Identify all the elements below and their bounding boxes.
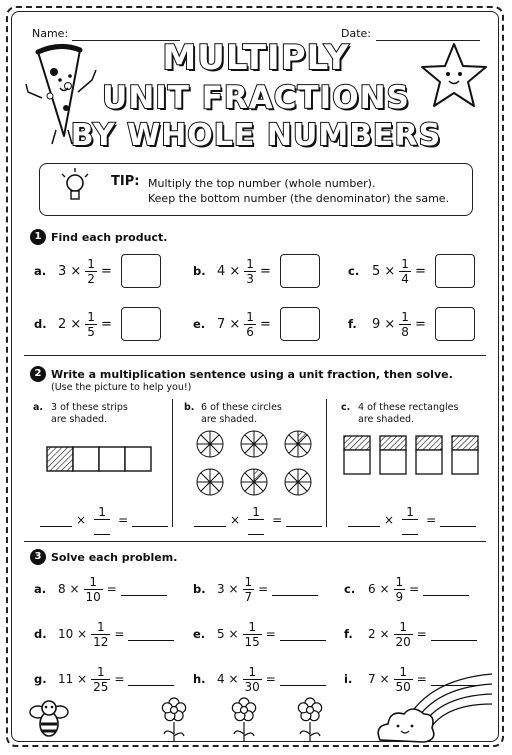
- unit-fraction-numerator: 1: [248, 619, 256, 634]
- unit-fraction: [91, 665, 110, 694]
- times-sign: ×: [230, 513, 241, 527]
- unit-fraction: [402, 505, 418, 535]
- whole-number: 7 ×: [217, 316, 241, 332]
- part-a-line2: are shaded.: [51, 414, 108, 425]
- s3-problem-letter: d.: [34, 627, 47, 641]
- part-b-letter: b.: [184, 402, 195, 413]
- unit-fraction-denominator: 4: [401, 271, 409, 286]
- s3-problem-expression: [58, 570, 167, 608]
- unit-fraction-denominator: 2: [87, 271, 95, 286]
- equals-sign: =: [265, 627, 276, 641]
- s1-answer-box[interactable]: [121, 307, 161, 341]
- part-a-letter: a.: [33, 402, 44, 413]
- s2-sentence-1: [40, 504, 168, 536]
- unit-fraction: [243, 575, 255, 604]
- column-separator-2: [326, 399, 327, 527]
- whole-number: 7 ×: [368, 672, 390, 686]
- equals-sign: =: [409, 582, 420, 596]
- s1-answer-box[interactable]: [280, 254, 320, 288]
- unit-fraction-numerator: 1: [96, 619, 105, 634]
- tip-line-2: Keep the bottom number (the denominator) the same.: [148, 192, 450, 205]
- s3-answer-blank[interactable]: [272, 583, 318, 596]
- section-divider-2: [24, 541, 486, 542]
- unit-fraction-numerator: 1: [406, 505, 414, 519]
- unit-fraction-denominator: 7: [244, 589, 253, 604]
- s1-problem-letter: d.: [34, 317, 47, 331]
- s3-answer-blank[interactable]: [280, 628, 326, 641]
- unit-fraction: [244, 310, 256, 339]
- flower-icon: [298, 698, 321, 742]
- title-line-2: UNIT FRACTIONS: [102, 80, 410, 116]
- whole-number: 8 ×: [58, 582, 80, 596]
- unit-fraction-numerator: 1: [399, 619, 407, 634]
- unit-fraction: [91, 620, 110, 649]
- unit-fraction-numerator: 1: [246, 256, 254, 271]
- unit-fraction-numerator: 1: [98, 505, 106, 519]
- s3-problem-letter: b.: [193, 582, 206, 596]
- s3-problem-expression: [217, 570, 318, 608]
- rectangle-shaded-part: [344, 436, 370, 450]
- flower-icon: [232, 698, 255, 742]
- s3-problem-letter: g.: [34, 672, 47, 686]
- circle-model: [196, 430, 312, 498]
- s3-problem-letter: c.: [344, 582, 356, 596]
- whole-number: 5 ×: [372, 263, 396, 279]
- s1-problem-letter: a.: [34, 264, 47, 278]
- whole-number: 11 ×: [58, 672, 88, 686]
- s3-problem-expression: [58, 615, 174, 653]
- unit-fraction-denominator: 9: [395, 589, 404, 604]
- rectangle-unshaded-part: [452, 450, 478, 474]
- lightbulb-icon: [60, 168, 90, 212]
- equals-sign: =: [259, 263, 271, 279]
- whole-number: 10 ×: [58, 627, 88, 641]
- unit-fraction-numerator: 1: [89, 574, 97, 589]
- equals-sign: =: [414, 263, 426, 279]
- s3-problem-letter: i.: [344, 672, 353, 686]
- s1-answer-box[interactable]: [435, 307, 475, 341]
- title-line-3: BY WHOLE NUMBERS: [70, 118, 442, 153]
- unit-fraction: [94, 505, 110, 535]
- unit-fraction-denominator-blank[interactable]: [402, 520, 418, 535]
- equals-sign: =: [416, 672, 427, 686]
- unit-fraction-numerator: 1: [96, 664, 105, 679]
- s3-problem-expression: [368, 615, 477, 653]
- s3-problem-expression: [368, 570, 469, 608]
- s1-problem-letter: e.: [193, 317, 206, 331]
- part-c-letter: c.: [341, 402, 351, 413]
- equals-sign: =: [118, 513, 129, 527]
- whole-number: 3 ×: [58, 263, 82, 279]
- times-sign: ×: [76, 513, 87, 527]
- s3-answer-blank[interactable]: [128, 628, 174, 641]
- star-icon: [418, 40, 490, 110]
- unit-fraction-denominator-blank[interactable]: [94, 520, 110, 535]
- equals-sign: =: [272, 513, 283, 527]
- s1-problem-letter: f.: [348, 317, 357, 331]
- unit-fraction: [399, 310, 411, 339]
- part-a-line1: 3 of these strips: [51, 402, 128, 413]
- equals-sign: =: [106, 582, 117, 596]
- equals-sign: =: [100, 263, 112, 279]
- pizza-slice-icon: [20, 40, 110, 150]
- unit-fraction: [85, 257, 97, 286]
- s1-answer-box[interactable]: [435, 254, 475, 288]
- flowers-icon: [160, 696, 350, 744]
- unit-fraction-denominator: 12: [93, 634, 109, 649]
- whole-number: 6 ×: [368, 582, 390, 596]
- unit-fraction-numerator: 1: [87, 309, 95, 324]
- whole-number: 2 ×: [58, 316, 82, 332]
- s3-answer-blank[interactable]: [423, 583, 469, 596]
- unit-fraction-numerator: 1: [252, 505, 260, 519]
- equals-sign: =: [114, 627, 125, 641]
- rectangle-shaded-part: [452, 436, 478, 450]
- unit-fraction-denominator: 3: [246, 271, 254, 286]
- rectangle-shaded-part: [416, 436, 442, 450]
- name-label: Name:: [32, 27, 69, 40]
- section-1-number: 1: [30, 229, 46, 245]
- unit-fraction-denominator: 10: [85, 589, 101, 604]
- rectangle-unshaded-part: [416, 450, 442, 474]
- unit-fraction: [243, 620, 262, 649]
- s3-answer-blank[interactable]: [431, 628, 477, 641]
- equals-sign: =: [259, 316, 271, 332]
- whole-blank[interactable]: [40, 514, 72, 527]
- section-1-title: Find each product.: [51, 231, 168, 244]
- title-line-1: MULTIPLY: [162, 38, 350, 78]
- whole-blank[interactable]: [348, 514, 380, 527]
- section-divider-1: [24, 355, 486, 356]
- whole-blank[interactable]: [194, 514, 226, 527]
- s1-problem-expression: [58, 252, 112, 290]
- s2-sentence-3: [348, 504, 476, 536]
- s3-problem-letter: f.: [344, 627, 353, 641]
- part-b-line2: are shaded.: [201, 414, 258, 425]
- s1-answer-box[interactable]: [280, 307, 320, 341]
- equals-sign: =: [416, 627, 427, 641]
- unit-fraction-numerator: 1: [87, 256, 95, 271]
- equals-sign: =: [414, 316, 426, 332]
- unit-fraction-numerator: 1: [246, 309, 254, 324]
- unit-fraction-numerator: 1: [401, 309, 409, 324]
- s3-problem-expression: [217, 660, 326, 698]
- strip-model: [46, 446, 152, 472]
- tip-label: TIP:: [111, 174, 140, 189]
- s3-answer-blank[interactable]: [128, 673, 174, 686]
- bee-icon: [26, 694, 72, 742]
- whole-number: 2 ×: [368, 627, 390, 641]
- s1-problem-letter: c.: [348, 264, 360, 278]
- unit-fraction: [248, 505, 264, 535]
- unit-fraction-denominator: 8: [401, 324, 409, 339]
- unit-fraction: [85, 310, 97, 339]
- part-c-line1: 4 of these rectangles: [358, 402, 459, 413]
- unit-fraction-denominator-blank[interactable]: [248, 520, 264, 535]
- unit-fraction-numerator: 1: [248, 664, 256, 679]
- times-sign: ×: [384, 513, 395, 527]
- rectangle-shaded-part: [380, 436, 406, 450]
- section-2-subtitle: (Use the picture to help you!): [51, 382, 192, 393]
- s3-answer-blank[interactable]: [280, 673, 326, 686]
- equals-sign: =: [100, 316, 112, 332]
- unit-fraction-numerator: 1: [395, 574, 404, 589]
- unit-fraction-denominator: 15: [244, 634, 260, 649]
- s1-problem-letter: b.: [193, 264, 206, 278]
- part-b-line1: 6 of these circles: [201, 402, 282, 413]
- answer-blank[interactable]: [132, 514, 168, 527]
- unit-fraction: [243, 665, 262, 694]
- s1-problem-expression: [217, 305, 271, 343]
- s1-problem-expression: [372, 252, 426, 290]
- unit-fraction: [394, 620, 413, 649]
- equals-sign: =: [426, 513, 437, 527]
- tip-line-1: Multiply the top number (whole number).: [148, 177, 376, 190]
- unit-fraction-numerator: 1: [401, 256, 409, 271]
- section-2-number: 2: [30, 366, 46, 382]
- s3-problem-expression: [58, 660, 174, 698]
- whole-number: 4 ×: [217, 263, 241, 279]
- equals-sign: =: [258, 582, 269, 596]
- unit-fraction: [399, 257, 411, 286]
- unit-fraction: [244, 257, 256, 286]
- unit-fraction-denominator: 30: [244, 679, 260, 694]
- s3-problem-letter: e.: [193, 627, 206, 641]
- s1-problem-expression: [58, 305, 112, 343]
- s3-answer-blank[interactable]: [121, 583, 167, 596]
- s3-problem-letter: h.: [193, 672, 206, 686]
- s3-problem-expression: [217, 615, 326, 653]
- unit-fraction: [394, 575, 406, 604]
- unit-fraction-numerator: 1: [399, 664, 407, 679]
- unit-fraction: [84, 575, 103, 604]
- whole-number: 4 ×: [217, 672, 239, 686]
- unit-fraction-denominator: 50: [395, 679, 411, 694]
- part-c-line2: are shaded.: [358, 414, 415, 425]
- unit-fraction-denominator: 20: [395, 634, 411, 649]
- s2-sentence-2: [194, 504, 322, 536]
- s1-problem-expression: [217, 252, 271, 290]
- answer-blank[interactable]: [286, 514, 322, 527]
- section-2-title: Write a multiplication sentence using a unit fraction, then solve.: [51, 368, 453, 381]
- s1-answer-box[interactable]: [121, 254, 161, 288]
- answer-blank[interactable]: [440, 514, 476, 527]
- rectangle-model: [342, 434, 482, 478]
- equals-sign: =: [265, 672, 276, 686]
- section-3-number: 3: [30, 549, 46, 565]
- unit-fraction-denominator: 25: [93, 679, 109, 694]
- rectangle-unshaded-part: [380, 450, 406, 474]
- s3-problem-letter: a.: [34, 582, 47, 596]
- equals-sign: =: [114, 672, 125, 686]
- column-separator-1: [172, 399, 173, 527]
- rainbow-cloud-icon: [372, 660, 496, 744]
- unit-fraction-numerator: 1: [244, 574, 253, 589]
- whole-number: 3 ×: [217, 582, 239, 596]
- unit-fraction-denominator: 6: [246, 324, 254, 339]
- s1-problem-expression: [372, 305, 426, 343]
- whole-number: 5 ×: [217, 627, 239, 641]
- unit-fraction-denominator: 5: [87, 324, 95, 339]
- section-3-title: Solve each problem.: [51, 551, 178, 564]
- date-label: Date:: [341, 27, 371, 40]
- whole-number: 9 ×: [372, 316, 396, 332]
- flower-icon: [162, 698, 185, 742]
- rectangle-unshaded-part: [344, 450, 370, 474]
